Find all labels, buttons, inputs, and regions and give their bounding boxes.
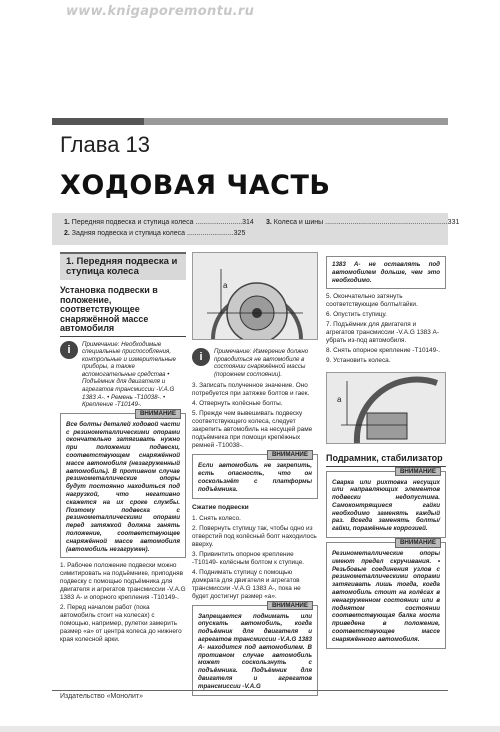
- warning-tag: ВНИМАНИЕ: [395, 538, 441, 548]
- note-box: i Примечание: Необходимые специальные приспособления, контрольные и измерительные приборы, а также вспомогательные средства • Подъёмник для двигателя и агрегатов трансмиссии -V.A.G 1383 А-. • Ремень -Т10038-. • Крепление -Т10149-.: [60, 341, 186, 409]
- site-watermark: www.knigaporemontu.ru: [66, 4, 255, 19]
- step-text: 2. Повернуть ступицу так, чтобы одно из отверстий под колёсный болт находилось вверху.: [192, 524, 317, 548]
- warning-box: ВНИМАНИЕ Запрещается поднимать или опускать автомобиль, когда подъёмник для двигателя и агрегатов трансмиссии -V.A.G 1383 А- находится под автомобилем. В противном случае автомобиль может соскользнуть с подъёмника. Подъёмник для двигателя и агрегатов трансмиссии -V.A.G: [192, 605, 318, 696]
- step-text: 7. Подъёмник для двигателя и агрегатов трансмиссии -V.A.G 1383 А- убрать из-под автомобиля.: [326, 321, 439, 345]
- subsection-heading: Подрамник, стабилизатор: [326, 454, 446, 467]
- chapter-bar: [52, 118, 448, 125]
- figure-label: a: [337, 395, 342, 404]
- chapter-number: Глава 13: [60, 132, 151, 157]
- toc-item: 2. Задняя подвеска и ступица колеса ........................325: [64, 230, 246, 237]
- publisher-footer: Издательство «Монолит»: [60, 693, 144, 700]
- step-text: 9. Установить колеса.: [326, 357, 391, 365]
- step-text: 2. Перед началом работ (пока автомобиль стоит на колесах) с помощью, например, рулетки замерить размер «а» от центра колеса до нижнего края колесной арки.: [60, 604, 182, 644]
- step-text: 3. Записать полученное значение. Оно потребуется при затяжке болтов и гаек.: [192, 382, 310, 398]
- right-column-lower: [326, 448, 446, 653]
- step-text: 1. Рабочее положение подвески можно симитировать на подъёмнике, приподняв подвеску с помощью подъёмника для двигателя и агрегатов трансмиссии -V.A.G 1383 А- и опорного крепления -Т10149-.: [60, 562, 186, 602]
- chapter-contents: [52, 213, 460, 245]
- procedure-caption: Сжатие подвески: [192, 503, 249, 511]
- middle-column: [192, 344, 318, 700]
- note-box: i Примечание: Измерение должно проводиться не автомобиле в состоянии снаряжённой массы (порожнем состоянии).: [192, 348, 318, 378]
- page-edge: [0, 726, 500, 732]
- figure-label: a: [223, 281, 228, 290]
- left-column: [60, 252, 186, 646]
- toc-item: 3. Колеса и шины ...............................................................331: [266, 219, 460, 226]
- info-icon: i: [192, 348, 210, 366]
- chapter-title: ХОДОВАЯ ЧАСТЬ: [60, 170, 331, 201]
- subsection-heading: Установка подвески в положение, соответствующее снаряжённой массе автомобиля: [60, 286, 186, 337]
- warning-tag: ВНИМАНИЕ: [135, 409, 181, 419]
- warning-box: ВНИМАНИЕ Резинометаллические опоры имеют предел скручивания. • Резьбовые соединения узлов с резинометаллическими опорами затягивать лишь тогда, когда автомобиль стоит на колёсах в ненагруженном состоянии или в поднятом состоянии соответствующая балка моста приведена в положение, соответствующее массе снаряжённого автомобиля.: [326, 542, 446, 649]
- warning-box: ВНИМАНИЕ Если автомобиль не закрепить, есть опасность, что он соскользнёт с платформы подъёмника.: [192, 454, 318, 498]
- step-text: 1. Снять колесо.: [192, 514, 241, 522]
- step-text: 8. Снять опорное крепление -Т10149-.: [326, 347, 441, 355]
- step-text: 5. Прежде чем вывешивать подвеску соответствующего колеса, следует закрепить автомобиль на несущей раме подъёмника при помощи крепёжных ремней -Т10038-.: [192, 410, 313, 450]
- footer-divider: [52, 690, 448, 691]
- step-text: 4. Отвернуть колёсные болты.: [192, 400, 283, 408]
- warning-box: ВНИМАНИЕ Все болты деталей ходовой части с резинометаллическими опорами окончательно затягивать нужно при положении подвески, соответствующем снаряжённой массе автомобиля (незагруженный автомобиль). В противном случае резинометаллические опоры будут постоянно находиться под нагрузкой, что негативно скажется на их сроке службы. Поэтому подвеска с резинометаллическими опорами перед затяжкой должна занять положение, соответствующее снаряжённой массе автомобиля (автомобиль незагружен).: [60, 413, 186, 559]
- right-column: [326, 252, 446, 367]
- warning-box: ВНИМАНИЕ Сварка или рихтовка несущих или направляющих элементов подвески недопустима. Самоконтрящиеся гайки необходимо заменять каждый раз. Всегда заменять болты/гайки, поражённые коррозией.: [326, 471, 446, 539]
- step-text: 5. Окончательно затянуть соответствующие болты/гайки.: [326, 293, 418, 309]
- warning-tag: ВНИМАНИЕ: [395, 467, 441, 477]
- warning-tag: ВНИМАНИЕ: [267, 601, 313, 611]
- step-text: 6. Опустить ступицу.: [326, 311, 387, 319]
- wheel-arch-figure: [192, 252, 318, 340]
- step-text: 3. Привинтить опорное крепление -Т10149- колёсным болтом к ступице.: [192, 550, 305, 566]
- warning-tag: ВНИМАНИЕ: [267, 450, 313, 460]
- section-heading: 1. Передняя подвеска и ступица колеса: [60, 252, 186, 280]
- hub-support-figure: [326, 372, 446, 444]
- toc-item: 1. Передняя подвеска и ступица колеса ........................314: [64, 219, 254, 226]
- info-icon: i: [60, 341, 78, 359]
- warning-box-continued: 1383 А- не оставлять под автомобилем дольше, чем это необходимо.: [326, 256, 446, 289]
- step-text: 4. Поднимать ступицу с помощью домкрата для двигателя и агрегатов трансмиссии -V.A.G 1383 А-, пока не будет достигнут размер «а».: [192, 568, 301, 600]
